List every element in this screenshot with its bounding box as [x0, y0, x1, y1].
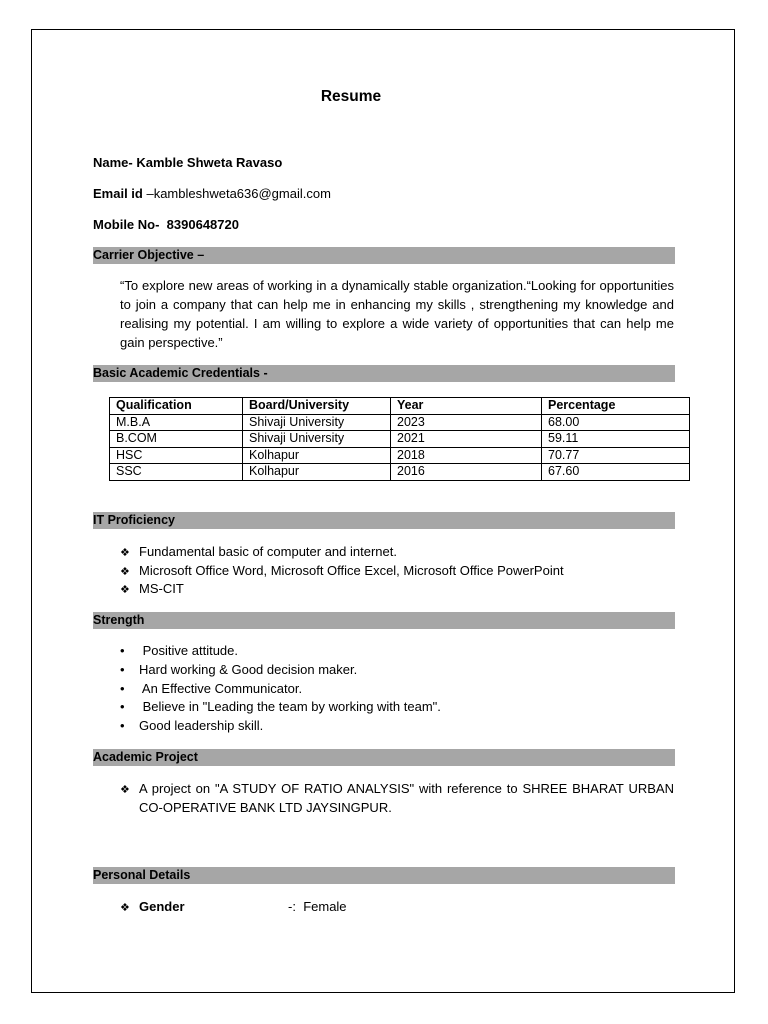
- email-line: [93, 186, 331, 201]
- table-cell: 2016: [391, 464, 542, 481]
- list-item: [120, 643, 238, 658]
- table-row: [110, 414, 690, 431]
- gender-label: Gender: [139, 899, 185, 914]
- list-item: [120, 563, 564, 578]
- email-value: kambleshweta636@gmail.com: [153, 186, 331, 201]
- document-title: Resume: [320, 88, 382, 105]
- list-item: [120, 662, 357, 677]
- project-text: A project on "A STUDY OF RATIO ANALYSIS" with reference to SHREE BHARAT URBAN CO-OPERATIVE BANK LTD JAYSINGPUR.: [139, 781, 674, 815]
- table-cell: 70.77: [542, 447, 690, 464]
- page-border: [31, 29, 735, 993]
- table-header: Qualification: [110, 398, 243, 415]
- table-cell: Kolhapur: [243, 447, 391, 464]
- table-row: [110, 431, 690, 448]
- list-item-text: MS-CIT: [139, 581, 184, 596]
- table-cell: M.B.A: [110, 414, 243, 431]
- dot-bullet-icon: •: [120, 643, 125, 658]
- table-cell: 2021: [391, 431, 542, 448]
- list-item: [120, 699, 441, 714]
- list-item: [120, 581, 184, 596]
- section-heading-strength: Strength: [93, 612, 675, 629]
- dot-bullet-icon: •: [120, 718, 125, 733]
- dot-bullet-icon: •: [120, 681, 125, 696]
- email-separator: –: [142, 186, 154, 201]
- table-cell: 2018: [391, 447, 542, 464]
- dot-bullet-icon: •: [120, 699, 125, 714]
- list-item: [120, 718, 263, 733]
- table-cell: B.COM: [110, 431, 243, 448]
- name-line: Name- Kamble Shweta Ravaso: [93, 155, 283, 170]
- table-row: [110, 464, 690, 481]
- table-header-row: [110, 398, 690, 415]
- table-cell: 59.11: [542, 431, 690, 448]
- gender-separator: -:: [288, 899, 296, 914]
- diamond-bullet-icon: ❖: [120, 547, 130, 559]
- list-item-text: Believe in "Leading the team by working with team".: [139, 699, 441, 714]
- section-heading-project: Academic Project: [93, 749, 675, 766]
- section-heading-objective: Carrier Objective –: [93, 247, 675, 264]
- list-item-text: Positive attitude.: [139, 643, 238, 658]
- section-heading-it: IT Proficiency: [93, 512, 675, 529]
- email-label: Email id: [93, 186, 143, 201]
- dot-bullet-icon: •: [120, 662, 125, 677]
- diamond-bullet-icon: ❖: [120, 584, 130, 596]
- list-item: [120, 681, 302, 696]
- academic-table: [109, 397, 690, 481]
- table-cell: 68.00: [542, 414, 690, 431]
- table-cell: 2023: [391, 414, 542, 431]
- section-heading-personal: Personal Details: [93, 867, 675, 884]
- table-row: [110, 447, 690, 464]
- table-header: Year: [391, 398, 542, 415]
- list-item: [120, 544, 397, 559]
- table-header: Percentage: [542, 398, 690, 415]
- gender-value-row: [288, 899, 347, 914]
- section-heading-academic: Basic Academic Credentials -: [93, 365, 675, 382]
- diamond-bullet-icon: ❖: [120, 902, 130, 914]
- table-cell: 67.60: [542, 464, 690, 481]
- objective-text: “To explore new areas of working in a dynamically stable organization.“Looking for opportunities to join a company that can help me in enhancing my skills , strengthening my knowledge and realising my potential. I am willing to explore a wide variety of opportunities that can help me gain perspective.”: [120, 278, 674, 350]
- table-header: Board/University: [243, 398, 391, 415]
- table-cell: Shivaji University: [243, 414, 391, 431]
- gender-row: [120, 899, 185, 914]
- diamond-bullet-icon: ❖: [120, 566, 130, 578]
- mobile-line: [93, 217, 239, 232]
- list-item-text: Hard working & Good decision maker.: [139, 662, 358, 677]
- list-item-text: Microsoft Office Word, Microsoft Office Excel, Microsoft Office PowerPoint: [139, 563, 564, 578]
- table-cell: HSC: [110, 447, 243, 464]
- table-cell: SSC: [110, 464, 243, 481]
- list-item-text: An Effective Communicator.: [139, 681, 303, 696]
- gender-value: Female: [303, 899, 347, 914]
- list-item-text: Fundamental basic of computer and internet.: [139, 544, 397, 559]
- table-cell: Shivaji University: [243, 431, 391, 448]
- mobile-value: 8390648720: [166, 217, 239, 232]
- mobile-label: Mobile No-: [93, 217, 160, 232]
- table-cell: Kolhapur: [243, 464, 391, 481]
- list-item-text: Good leadership skill.: [139, 718, 264, 733]
- diamond-bullet-icon: ❖: [120, 784, 130, 796]
- project-item: [120, 779, 674, 815]
